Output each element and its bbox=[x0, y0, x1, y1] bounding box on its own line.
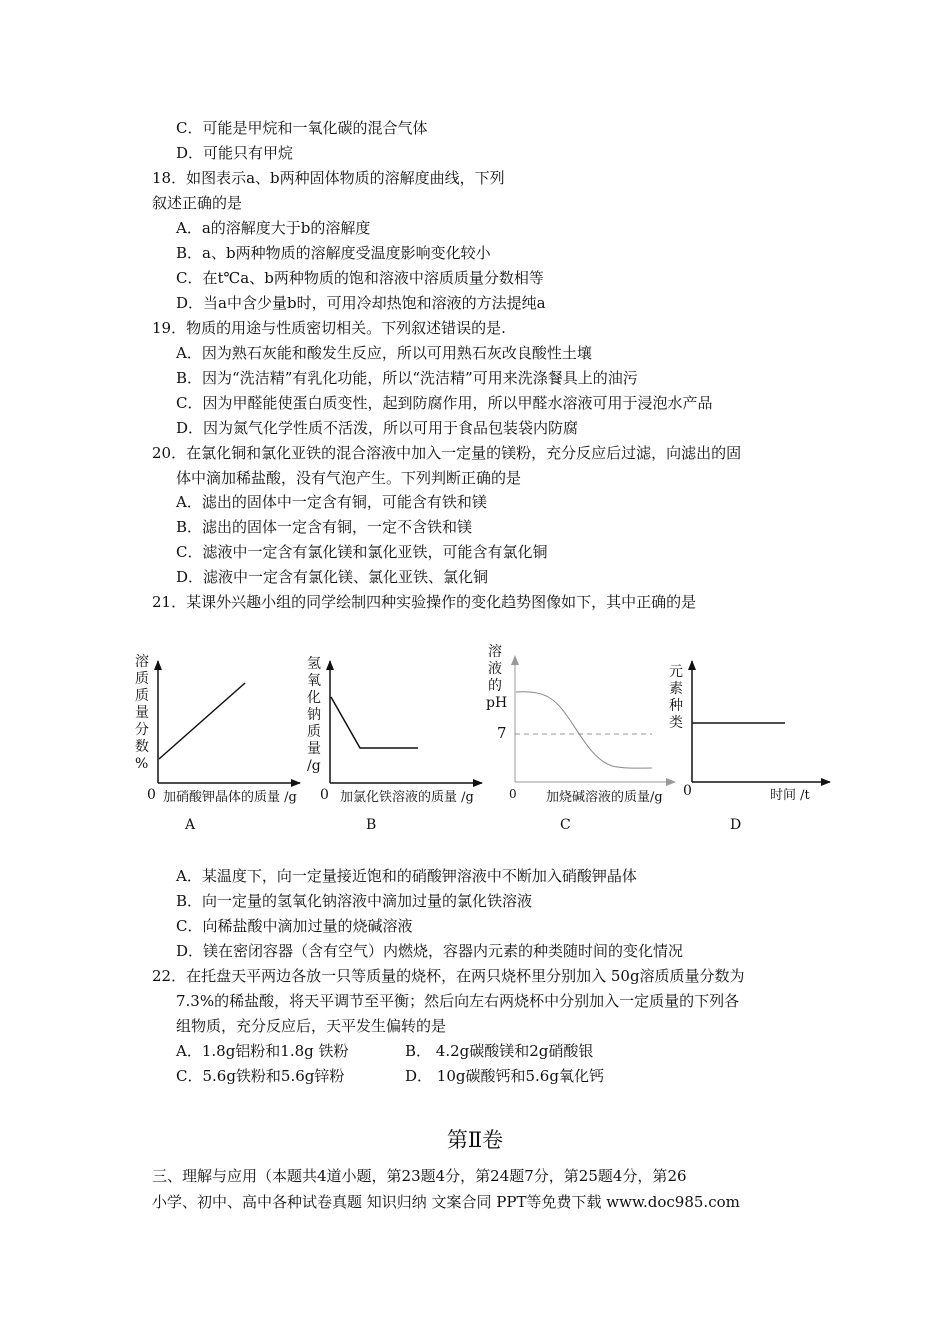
graph-b-ylabel-6: /g bbox=[307, 758, 321, 774]
graph-d-xlabel: 时间 /t bbox=[770, 788, 810, 803]
q21-option-a: A．某温度下，向一定量接近饱和的硝酸钾溶液中不断加入硝酸钾晶体 bbox=[176, 867, 637, 885]
graph-b-ylabel-5: 量 bbox=[307, 741, 321, 757]
graph-a bbox=[135, 653, 300, 833]
q19-option-a: A．因为熟石灰能和酸发生反应，所以可用熟石灰改良酸性土壤 bbox=[176, 344, 592, 362]
graph-c-curve bbox=[516, 692, 652, 768]
q22-option-a: A．1.8g铝粉和1.8g 铁粉 bbox=[176, 1042, 349, 1060]
q22-option-d: D． 10g碳酸钙和5.6g氧化钙 bbox=[405, 1067, 604, 1085]
q18-option-d: D．当a中含少量b时，可用冷却热饱和溶液的方法提纯a bbox=[176, 294, 546, 312]
graph-a-xlabel: 加硝酸钾晶体的质量 /g bbox=[163, 790, 297, 805]
q19-option-d: D．因为氮气化学性质不活泼，所以可用于食品包装袋内防腐 bbox=[176, 419, 579, 437]
q18-option-c: C．在t℃a、b两种物质的饱和溶液中溶质质量分数相等 bbox=[176, 269, 544, 287]
graph-b-ylabel-1: 氧 bbox=[307, 673, 321, 689]
q22-option-c: C．5.6g铁粉和5.6g锌粉 bbox=[176, 1067, 345, 1085]
q20-option-c: C．滤液中一定含有氯化镁和氯化亚铁，可能含有氯化铜 bbox=[176, 543, 548, 561]
q21-option-d: D．镁在密闭容器（含有空气）内燃烧，容器内元素的种类随时间的变化情况 bbox=[176, 942, 684, 960]
graph-b-ylabel-2: 化 bbox=[307, 690, 321, 706]
q22-option-b: B． 4.2g碳酸镁和2g硝酸银 bbox=[405, 1042, 594, 1060]
graph-a-ylabel-0: 溶 bbox=[135, 654, 149, 670]
graph-a-ylabel-2: 质 bbox=[135, 688, 149, 704]
graph-d-caption: D bbox=[730, 817, 742, 833]
part2-title: 第Ⅱ卷 bbox=[446, 1128, 504, 1152]
graph-c-ylabel-2: 的 bbox=[488, 678, 502, 694]
graph-c bbox=[486, 643, 675, 833]
q20-option-b: B．滤出的固体一定含有铜，一定不含铁和镁 bbox=[176, 518, 473, 536]
q19-stem: 19．物质的用途与性质密切相关。下列叙述错误的是. bbox=[152, 319, 506, 337]
graph-b-ylabel-3: 钠 bbox=[307, 707, 321, 723]
page-footer: 小学、初中、高中各种试卷真题 知识归纳 文案合同 PPT等免费下载 www.doc985.com bbox=[152, 1193, 740, 1211]
q22-stem-line2: 7.3%的稀盐酸，将天平调节至平衡；然后向左右两烧杯中分别加入一定质量的下列各 bbox=[176, 992, 740, 1010]
graph-d bbox=[669, 661, 830, 833]
graph-a-curve bbox=[159, 683, 245, 759]
q18-stem-line1: 18．如图表示a、b两种固体物质的溶解度曲线，下列 bbox=[152, 169, 505, 187]
graph-c-ylabel-1: 液 bbox=[488, 661, 502, 677]
q19-option-c: C．因为甲醛能使蛋白质变性，起到防腐作用，所以甲醛水溶液可用于浸泡水产品 bbox=[176, 394, 713, 412]
graph-b-curve bbox=[331, 697, 418, 748]
q20-stem-line1: 20．在氯化铜和氯化亚铁的混合溶液中加入一定量的镁粉，充分反应后过滤，向滤出的固 bbox=[152, 444, 742, 462]
graph-a-caption: A bbox=[185, 817, 196, 833]
graph-a-ylabel-4: 分 bbox=[135, 722, 149, 738]
q17-option-c: C．可能是甲烷和一氧化碳的混合气体 bbox=[176, 119, 428, 137]
graph-d-ylabel-3: 类 bbox=[669, 715, 683, 731]
graph-a-ylabel-1: 质 bbox=[135, 671, 149, 687]
graph-d-ylabel-0: 元 bbox=[669, 664, 683, 680]
graph-a-origin: 0 bbox=[147, 787, 156, 803]
q21-option-c: C．向稀盐酸中滴加过量的烧碱溶液 bbox=[176, 917, 413, 935]
graph-b-ylabel-4: 质 bbox=[307, 724, 321, 740]
graph-b-origin: 0 bbox=[320, 787, 329, 803]
graph-c-ylabel-0: 溶 bbox=[488, 644, 502, 660]
graph-a-ylabel-3: 量 bbox=[135, 705, 149, 721]
q22-stem-line1: 22．在托盘天平两边各放一只等质量的烧杯，在两只烧杯里分别加入 50g溶质质量分数为 bbox=[152, 967, 745, 985]
graph-d-ylabel-2: 种 bbox=[669, 698, 683, 714]
graph-b-xlabel: 加氯化铁溶液的质量 /g bbox=[340, 790, 474, 805]
graph-a-ylabel-6: % bbox=[135, 756, 149, 772]
q20-option-a: A．滤出的固体中一定含有铜，可能含有铁和镁 bbox=[176, 493, 487, 511]
graph-c-xlabel: 加烧碱溶液的质量/g bbox=[546, 790, 663, 805]
graph-c-origin: 0 bbox=[509, 787, 517, 801]
q22-stem-line3: 组物质，充分反应后，天平发生偏转的是 bbox=[176, 1017, 447, 1035]
graph-d-ylabel-1: 素 bbox=[669, 681, 683, 697]
q21-graphs bbox=[0, 640, 950, 840]
q18-option-b: B．a、b两种物质的溶解度受温度影响变化较小 bbox=[176, 244, 491, 262]
graph-c-tick-7: 7 bbox=[497, 724, 507, 742]
graph-c-caption: C bbox=[560, 817, 571, 833]
graph-b bbox=[307, 656, 482, 833]
part2-section-line: 三、理解与应用（本题共4道小题，第23题4分，第24题7分，第25题4分，第26 bbox=[152, 1167, 687, 1185]
q19-option-b: B．因为“洗洁精”有乳化功能，所以“洗洁精”可用来洗涤餐具上的油污 bbox=[176, 369, 638, 387]
graph-b-caption: B bbox=[366, 817, 377, 833]
graph-a-ylabel-5: 数 bbox=[135, 739, 149, 755]
q17-option-d: D．可能只有甲烷 bbox=[176, 144, 294, 162]
q21-stem: 21．某课外兴趣小组的同学绘制四种实验操作的变化趋势图像如下，其中正确的是 bbox=[152, 593, 697, 611]
q20-stem-line2: 体中滴加稀盐酸，没有气泡产生。下列判断正确的是 bbox=[176, 469, 522, 487]
q21-option-b: B．向一定量的氢氧化钠溶液中滴加过量的氯化铁溶液 bbox=[176, 892, 533, 910]
graph-c-ylabel-3: pH bbox=[486, 695, 508, 711]
q18-stem-line2: 叙述正确的是 bbox=[152, 194, 243, 212]
graph-d-origin: 0 bbox=[683, 783, 692, 799]
graph-b-ylabel-0: 氢 bbox=[307, 656, 321, 672]
q18-option-a: A．a的溶解度大于b的溶解度 bbox=[176, 219, 371, 237]
q20-option-d: D．滤液中一定含有氯化镁、氯化亚铁、氯化铜 bbox=[176, 568, 489, 586]
